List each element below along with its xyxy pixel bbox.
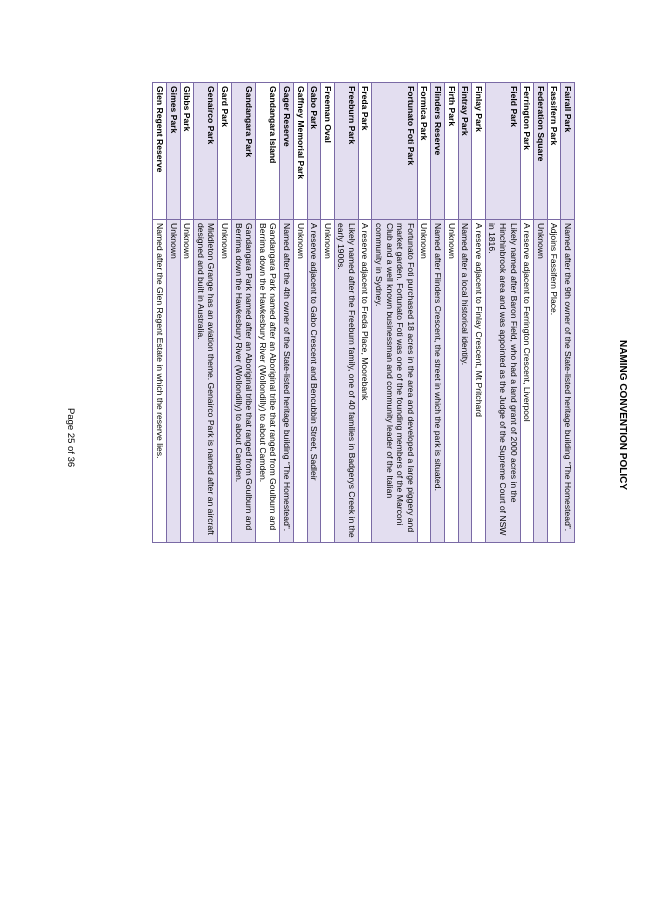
park-description-cell: Likely named after Baron Field, who had a land grant of 2000 acres in the Hinchinbrook area and was appointed as the Judge of the Supreme Court of NSW in 1816. bbox=[485, 220, 520, 543]
park-description-cell: Adjoins Fassifern Place. bbox=[547, 220, 561, 543]
table-row bbox=[218, 83, 232, 543]
park-name-cell: Gaffney Memorial Park bbox=[293, 83, 307, 220]
park-name-cell: Freeman Oval bbox=[321, 83, 335, 220]
table-row bbox=[180, 83, 194, 543]
park-name-cell: Gibbs Park bbox=[180, 83, 194, 220]
table-row bbox=[334, 83, 358, 543]
table-row bbox=[167, 83, 181, 543]
table-row bbox=[458, 83, 472, 543]
table-row bbox=[231, 83, 255, 543]
park-description-cell: Unknown bbox=[445, 220, 459, 543]
park-name-cell: Finlay Park bbox=[472, 83, 486, 220]
park-description-cell: Unknown bbox=[167, 220, 181, 543]
table-row bbox=[256, 83, 280, 543]
park-name-cell: Fairall Park bbox=[561, 83, 575, 220]
park-description-cell: Unknown bbox=[218, 220, 232, 543]
park-name-cell: Formica Park bbox=[417, 83, 431, 220]
park-name-cell: Gager Reserve bbox=[280, 83, 294, 220]
table-row bbox=[321, 83, 335, 543]
page-footer: Page 25 of 36 bbox=[65, 408, 76, 468]
park-name-cell: Gabo Park bbox=[307, 83, 321, 220]
park-name-cell: Federation Square bbox=[534, 83, 548, 220]
park-description-cell: Named after the 9th owner of the State-listed heritage building “The Homestead”. bbox=[561, 220, 575, 543]
park-name-cell: Fintray Park bbox=[458, 83, 472, 220]
park-name-cell: Flinders Reserve bbox=[431, 83, 445, 220]
park-description-cell: Named after the Glen Regent Estate in which the reserve lies. bbox=[153, 220, 167, 543]
park-name-cell: Gandangara Island bbox=[256, 83, 280, 220]
park-name-cell: Fassifern Park bbox=[547, 83, 561, 220]
park-description-cell: Middleton Grange has an aviation theme. Genairco Park is named after an aircraft designed and built in Australia. bbox=[194, 220, 218, 543]
table-row bbox=[431, 83, 445, 543]
table-row bbox=[194, 83, 218, 543]
park-name-cell: Gard Park bbox=[218, 83, 232, 220]
park-name-cell: Ferrington Park bbox=[520, 83, 534, 220]
park-description-cell: Fortunato Foti purchased 18 acres in the area and developed a large piggery and market garden. Fortunato Foti was one of the founding members of the Marconi Club and a well known businessman and community leader of the Italian community in Sydney. bbox=[372, 220, 417, 543]
park-description-cell: Unknown bbox=[180, 220, 194, 543]
park-description-cell: Unknown bbox=[321, 220, 335, 543]
park-name-cell: Firth Park bbox=[445, 83, 459, 220]
table-row bbox=[307, 83, 321, 543]
table-row bbox=[280, 83, 294, 543]
park-name-cell: Fortunato Foti Park bbox=[372, 83, 417, 220]
table-row bbox=[520, 83, 534, 543]
table-row bbox=[547, 83, 561, 543]
park-name-cell: Gimes Park bbox=[167, 83, 181, 220]
rotated-table-container bbox=[87, 82, 575, 538]
naming-table-body bbox=[153, 83, 575, 543]
park-description-cell: A reserve adjacent to Gabo Crescent and Bencubbin Street, Sadleir bbox=[307, 220, 321, 543]
park-name-cell: Genairco Park bbox=[194, 83, 218, 220]
table-row bbox=[153, 83, 167, 543]
park-description-cell: Unknown bbox=[534, 220, 548, 543]
table-row bbox=[445, 83, 459, 543]
park-description-cell: Unknown bbox=[417, 220, 431, 543]
table-row bbox=[534, 83, 548, 543]
table-row bbox=[472, 83, 486, 543]
park-description-cell: Named after a local historical identity. bbox=[458, 220, 472, 543]
table-row bbox=[485, 83, 520, 543]
park-description-cell: A reserve adjacent to Finlay Crescent, Mt Pritchard bbox=[472, 220, 486, 543]
table-row bbox=[561, 83, 575, 543]
park-description-cell: Likely named after the Freeburn family, one of 40 families in Badgerys Creek in the early 1900s. bbox=[334, 220, 358, 543]
park-description-cell: Named after Flinders Crescent, the street in which the park is situated. bbox=[431, 220, 445, 543]
park-description-cell: Unknown bbox=[293, 220, 307, 543]
park-name-cell: Freda Park bbox=[358, 83, 372, 220]
park-name-cell: Freeburn Park bbox=[334, 83, 358, 220]
naming-table bbox=[152, 82, 575, 543]
park-description-cell: A reserve adjacent to Freda Place, Moorebank bbox=[358, 220, 372, 543]
page-title: NAMING CONVENTION POLICY bbox=[617, 340, 628, 491]
park-description-cell: Gandangara Park named after an Aboriginal tribe that ranged from Goulburn and Berrima down the Hawkesbury River (Wollondilly) to about Camden. bbox=[256, 220, 280, 543]
park-name-cell: Glen Regent Reserve bbox=[153, 83, 167, 220]
park-description-cell: Named after the 4th owner of the State-listed heritage building “The Homestead”. bbox=[280, 220, 294, 543]
table-row bbox=[293, 83, 307, 543]
park-name-cell: Field Park bbox=[485, 83, 520, 220]
park-description-cell: Gandangara Park named after an Aboriginal tribe that ranged from Goulburn and Berrima down the Hawkesbury River (Wollondilly) to about Camden. bbox=[231, 220, 255, 543]
table-row bbox=[358, 83, 372, 543]
table-row bbox=[372, 83, 417, 543]
park-description-cell: A reserve adjacent to Ferrington Crescent, Liverpool bbox=[520, 220, 534, 543]
park-name-cell: Gandangara Park bbox=[231, 83, 255, 220]
table-row bbox=[417, 83, 431, 543]
